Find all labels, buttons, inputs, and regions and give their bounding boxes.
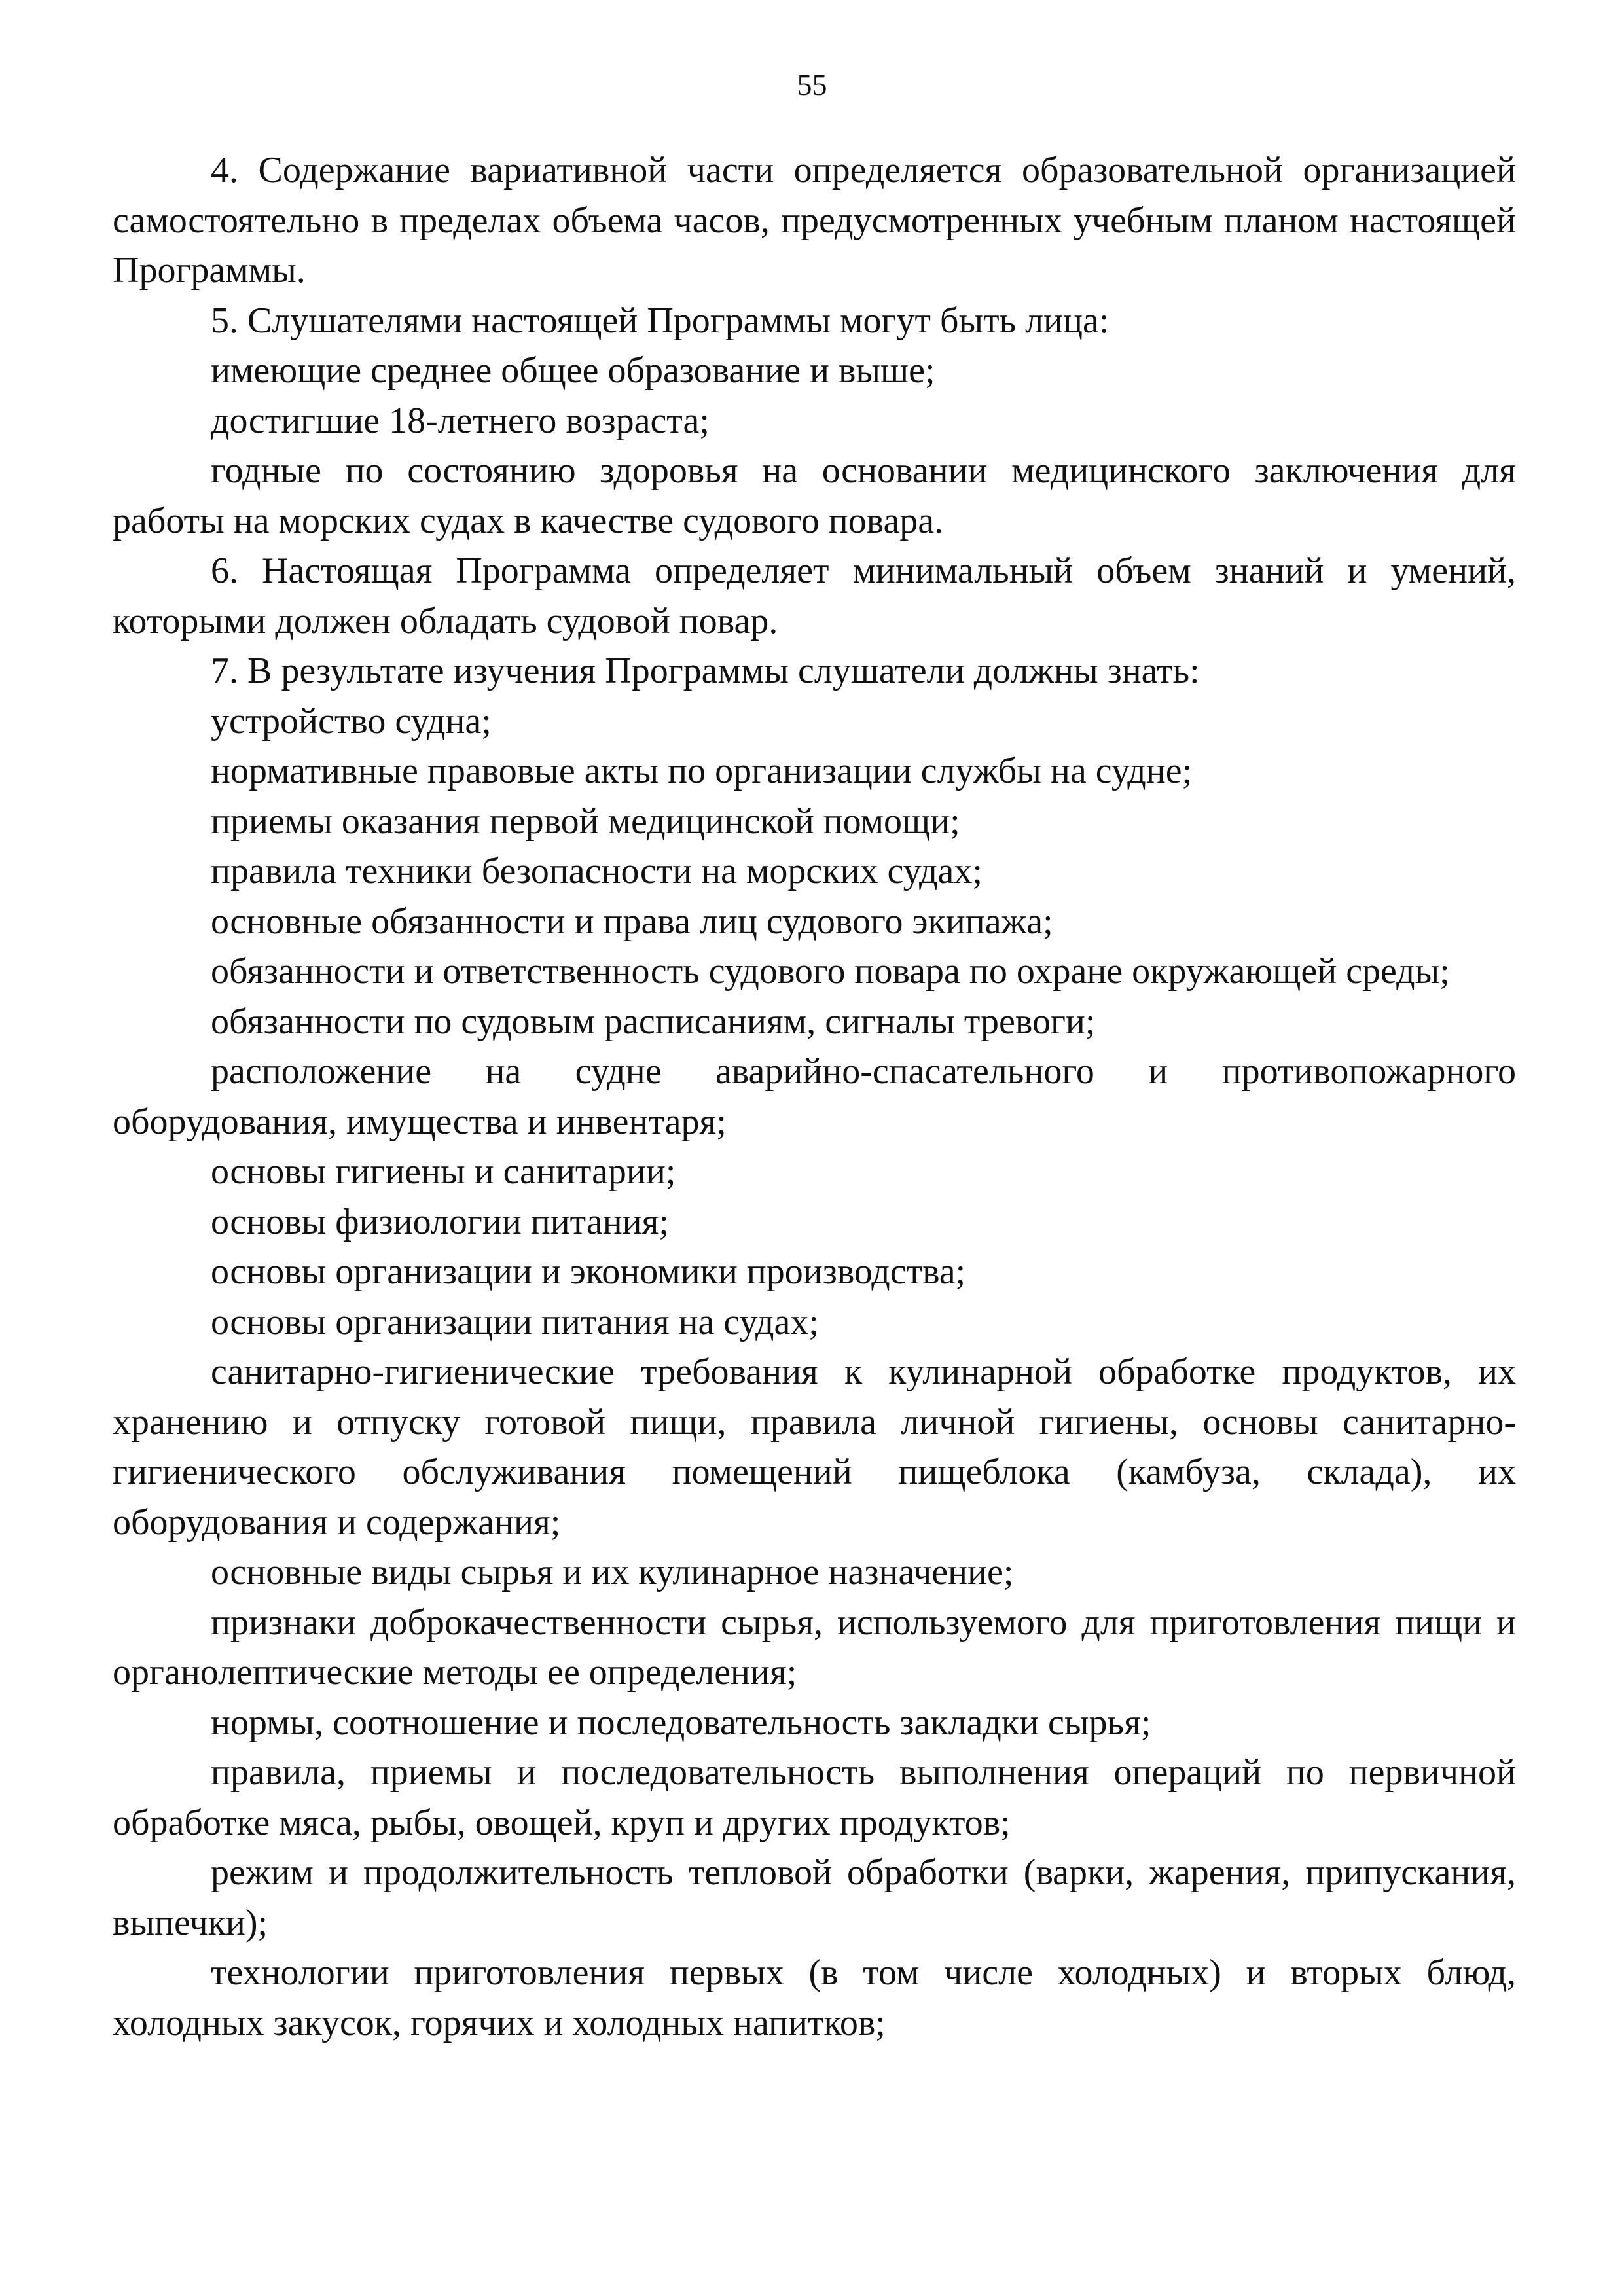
paragraph: нормативные правовые акты по организации службы на судне; xyxy=(211,751,1193,791)
paragraph: режим и продолжительность тепловой обработки (варки, жарения, припускания, выпечки); xyxy=(113,1852,1516,1943)
page-number: 55 xyxy=(797,68,827,101)
paragraph: 6. Настоящая Программа определяет минимальный объем знаний и умений, которыми должен обладать судовой повар. xyxy=(113,550,1516,641)
paragraph: приемы оказания первой медицинской помощи; xyxy=(211,800,960,842)
paragraph: имеющие среднее общее образование и выше; xyxy=(211,350,935,391)
paragraph: 4. Содержание вариативной части определяется образовательной организацией самостоятельно в пределах объема часов, предусмотренных учебным планом настоящей Программы. xyxy=(113,150,1516,291)
paragraph: расположение на судне аварийно-спасательного и противопожарного оборудования, имущества и инвентаря; xyxy=(113,1051,1516,1142)
paragraph: технологии приготовления первых (в том числе холодных) и вторых блюд, холодных закусок, горячих и холодных напитков; xyxy=(113,1952,1516,2043)
paragraph: 5. Слушателями настоящей Программы могут быть лица: xyxy=(211,300,1110,341)
paragraph: основы организации питания на судах; xyxy=(211,1301,819,1342)
paragraph: основы организации и экономики производства; xyxy=(211,1251,966,1292)
paragraph: устройство судна; xyxy=(211,700,492,742)
paragraph: основные виды сырья и их кулинарное назначение; xyxy=(211,1552,1014,1592)
paragraph: санитарно-гигиенические требования к кулинарной обработке продуктов, их хранению и отпуску готовой пищи, правила личной гигиены, основы санитарно-гигиенического обслуживания помещений пищеблока (камбуза, склада), их оборудования и содержания; xyxy=(113,1352,1516,1543)
paragraph: годные по состоянию здоровья на основании медицинского заключения для работы на морских судах в качестве судового повара. xyxy=(113,450,1516,541)
paragraph: 7. В результате изучения Программы слушатели должны знать: xyxy=(211,651,1200,691)
paragraph: правила техники безопасности на морских судах; xyxy=(211,851,983,891)
paragraph: нормы, соотношение и последовательность закладки сырья; xyxy=(211,1702,1151,1743)
paragraph: признаки доброкачественности сырья, используемого для приготовления пищи и органолептические методы ее определения; xyxy=(113,1602,1516,1693)
paragraph: правила, приемы и последовательность выполнения операций по первичной обработке мяса, рыбы, овощей, круп и других продуктов; xyxy=(113,1752,1516,1843)
paragraph: обязанности по судовым расписаниям, сигналы тревоги; xyxy=(211,1001,1096,1042)
paragraph: основы физиологии питания; xyxy=(211,1201,669,1242)
paragraph: достигшие 18-летнего возраста; xyxy=(211,400,710,441)
document-body xyxy=(113,145,1516,2048)
paragraph: основы гигиены и санитарии; xyxy=(211,1151,676,1192)
paragraph: основные обязанности и права лиц судового экипажа; xyxy=(211,901,1053,942)
paragraph: обязанности и ответственность судового повара по охране окружающей среды; xyxy=(211,951,1450,992)
